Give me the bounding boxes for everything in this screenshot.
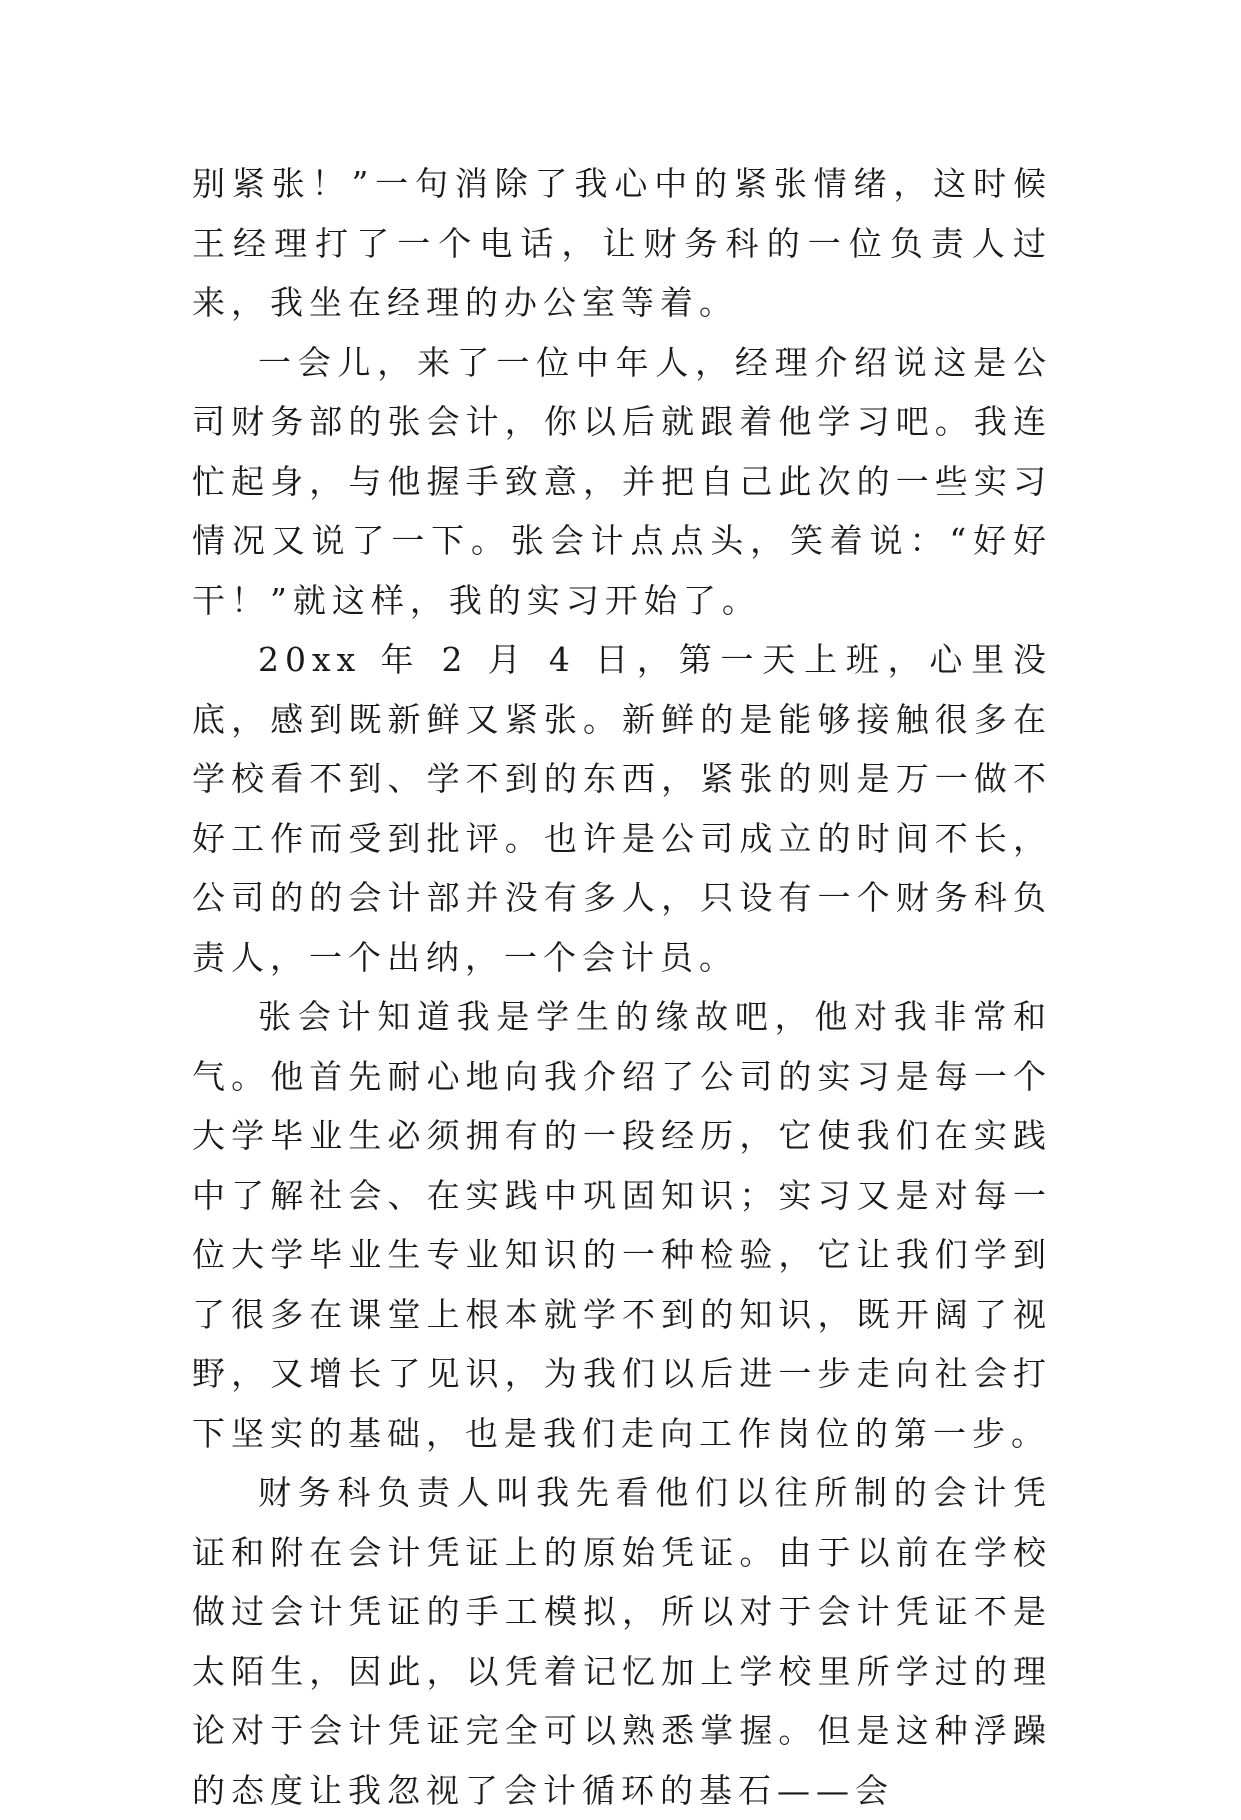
paragraph-4: 张会计知道我是学生的缘故吧，他对我非常和气。他首先耐心地向我介绍了公司的实习是每一个大学毕业生必须拥有的一段经历，它使我们在实践中了解社会、在实践中巩固知识；实习又是对每一位大学毕业生专业知识的一种检验，它让我们学到了很多在课堂上根本就学不到的知识，既开阔了视野，又增长了见识，为我们以后进一步走向社会打下坚实的基础，也是我们走向工作岗位的第一步。 <box>192 997 1052 1453</box>
paragraph-5: 财务科负责人叫我先看他们以往所制的会计凭证和附在会计凭证上的原始凭证。由于以前在学校做过会计凭证的手工模拟，所以对于会计凭证不是太陌生，因此，以凭着记忆加上学校里所学过的理论对于会计凭证完全可以熟悉掌握。但是这种浮躁的态度让我忽视了会计循环的基石——会 <box>192 1473 1052 1810</box>
paragraph-3: 20xx 年 2 月 4 日，第一天上班，心里没底，感到既新鲜又紧张。新鲜的是能够接触很多在学校看不到、学不到的东西，紧张的则是万一做不好工作而受到批评。也许是公司成立的时间不长，公司的的会计部并没有多人，只设有一个财务科负责人，一个出纳，一个会计员。 <box>192 640 1052 977</box>
paragraph-2: 一会儿，来了一位中年人，经理介绍说这是公司财务部的张会计，你以后就跟着他学习吧。我连忙起身，与他握手致意，并把自己此次的一些实习情况又说了一下。张会计点点头，笑着说：“好好干！”就这样，我的实习开始了。 <box>192 342 1052 620</box>
paragraph-1: 别紧张！”一句消除了我心中的紧张情绪，这时候王经理打了一个电话，让财务科的一位负责人过来，我坐在经理的办公室等着。 <box>192 164 1052 322</box>
body-text <box>192 154 1052 1820</box>
